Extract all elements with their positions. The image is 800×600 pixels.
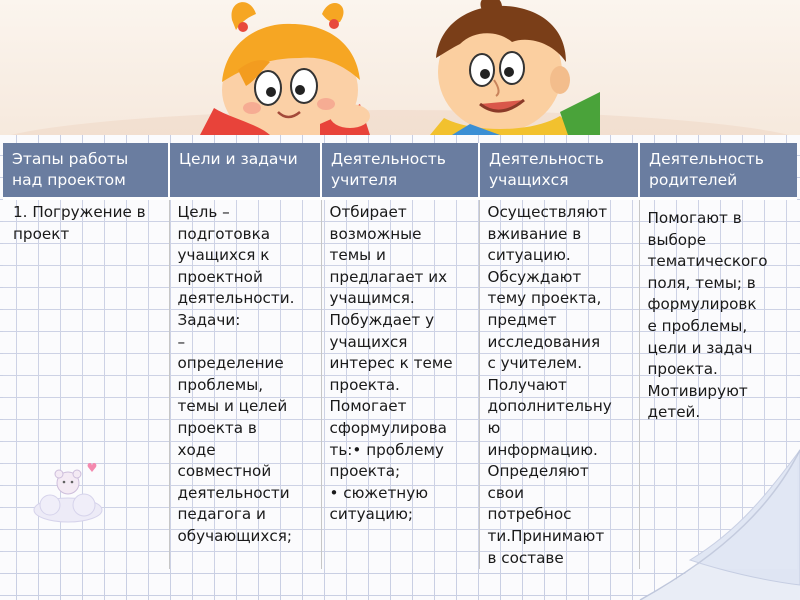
cell-goals: [169, 199, 321, 570]
column-header-goals: Цели и задачи: [169, 143, 321, 199]
goals-text: Цель – подготовка учащихся к проектной деятельности. Задачи: – определение проблемы, темы и целей проекта в ходе совместной деятельности педагога и обучающихся;: [177, 203, 295, 545]
project-stages-table: [3, 143, 797, 600]
column-header-teacher: Деятельность учителя: [321, 143, 479, 199]
cell-parents: [639, 199, 797, 570]
column-header-students: Деятельность учащихся: [479, 143, 639, 199]
table-row: [3, 199, 797, 570]
students-text: Осуществляют вживание в ситуацию. Обсуждают тему проекта, предмет исследования с учителем. Получают дополнительну ю информацию. Определяют свои потребнос ти.Принимают в составе: [487, 203, 612, 567]
cartoon-kids-icon: [0, 0, 800, 135]
column-header-parents: Деятельность родителей: [639, 143, 797, 199]
table-header-row: [3, 143, 797, 199]
cell-stage: [3, 199, 169, 570]
stage-text: 1. Погружение в проект: [13, 203, 146, 243]
column-header-stages: Этапы работы над проектом: [3, 143, 169, 199]
cell-students: [479, 199, 639, 570]
teacher-text: Отбирает возможные темы и предлагает их учащимся. Побуждает у учащихся интерес к теме проекта. Помогает сформулирова ть:• проблему проекта; • сюжетную ситуацию;: [329, 203, 453, 524]
header-illustration: [0, 0, 800, 135]
parents-text: Помогают в выборе тематического поля, темы; в формулировк е проблемы, цели и задач проекта. Мотивируют детей.: [647, 209, 768, 422]
cell-teacher: [321, 199, 479, 570]
